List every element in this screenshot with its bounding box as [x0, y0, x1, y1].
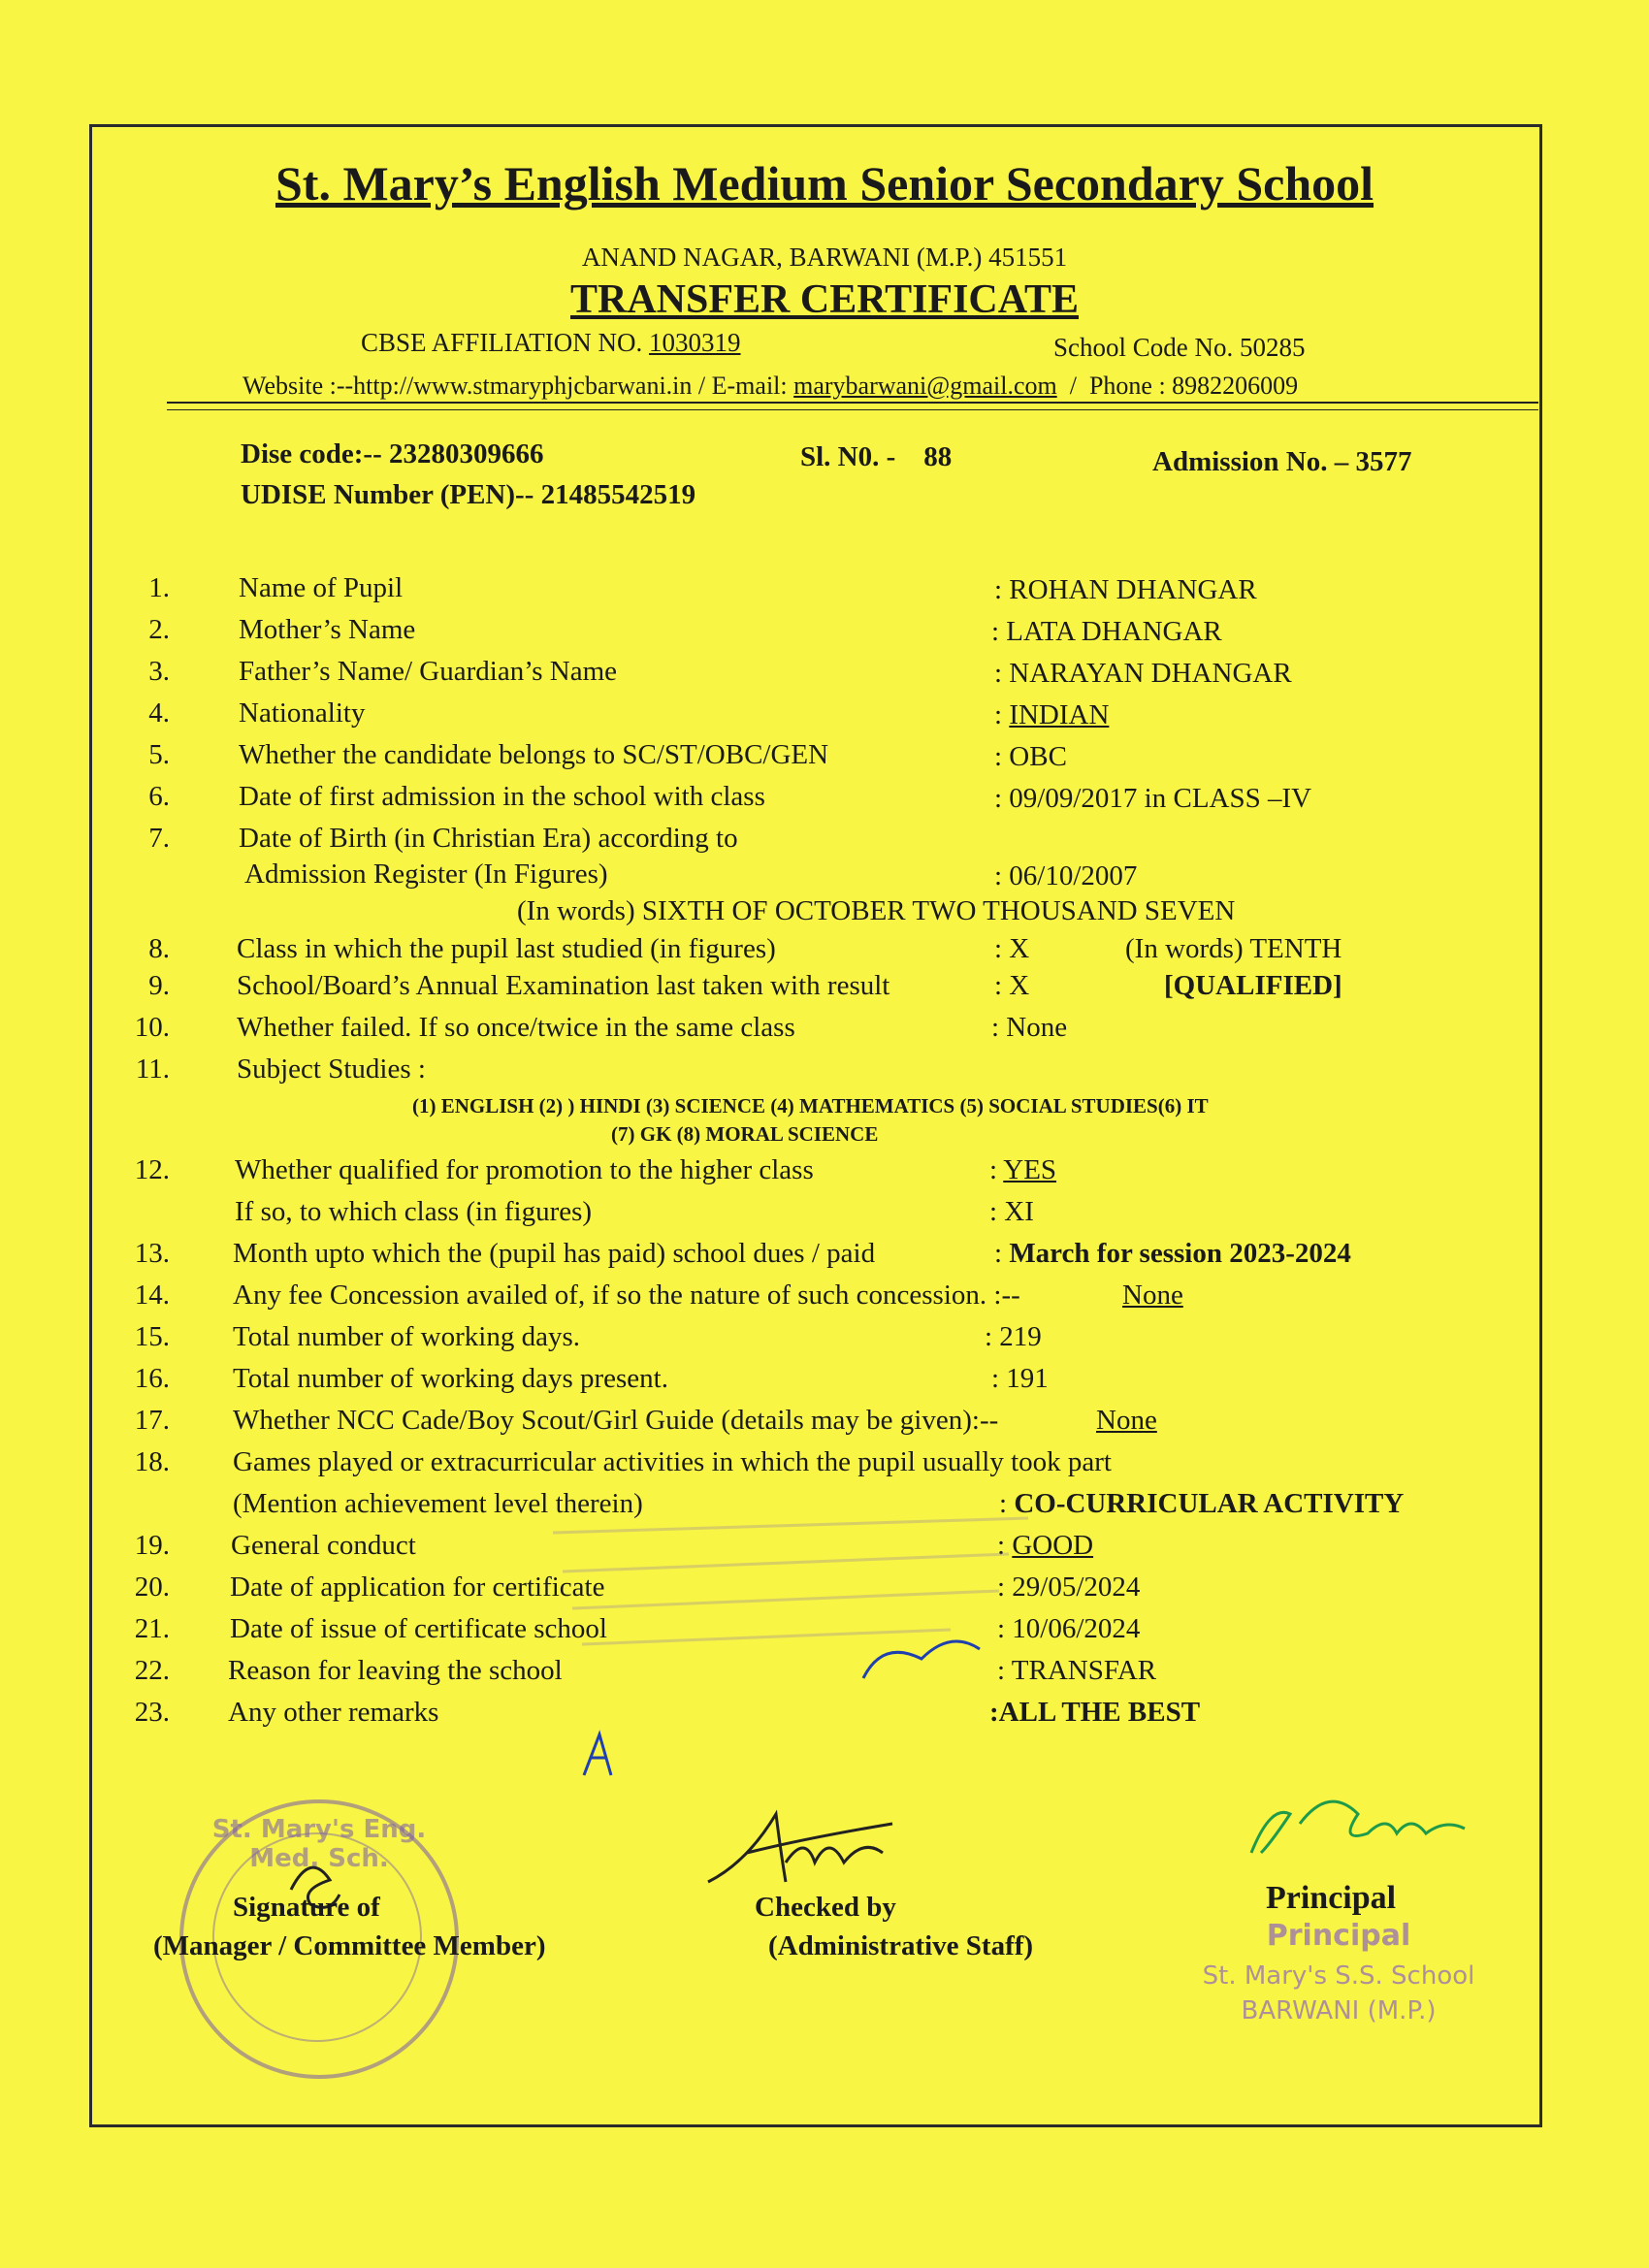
exam-result: [QUALIFIED]: [1164, 970, 1342, 1001]
initial-mark: [572, 1727, 630, 1785]
row-number: 13.: [134, 1238, 170, 1269]
admin-staff-label: (Administrative Staff): [768, 1930, 1034, 1961]
row-number: 6.: [148, 781, 170, 812]
affiliation: [361, 328, 741, 358]
conduct-text: GOOD: [1012, 1530, 1094, 1561]
row-label: Reason for leaving the school: [228, 1655, 563, 1686]
promotion-class-label: If so, to which class (in figures): [235, 1196, 593, 1227]
row-number: 11.: [135, 1053, 170, 1085]
exam-value: : X: [994, 970, 1030, 1001]
row-label: Father’s Name/ Guardian’s Name: [239, 656, 618, 687]
row-label: Month upto which the (pupil has paid) school dues / paid: [233, 1238, 876, 1269]
dob-in-words: (In words) SIXTH OF OCTOBER TWO THOUSAND SEVEN: [517, 895, 1236, 926]
concession-value: None: [1122, 1280, 1183, 1311]
days-present-value: : 191: [991, 1363, 1049, 1394]
row-number: 23.: [134, 1697, 170, 1728]
affiliation-number: 1030319: [649, 328, 741, 357]
row-label: Any other remarks: [228, 1697, 439, 1728]
row-label: Nationality: [239, 697, 366, 729]
promotion-text: YES: [1003, 1154, 1057, 1185]
manager-signature-label: Signature of: [233, 1892, 380, 1923]
row-number: 14.: [134, 1280, 170, 1311]
row-number: 7.: [148, 823, 170, 854]
row-label: School/Board’s Annual Examination last taken with result: [237, 970, 890, 1001]
row-number: 9.: [148, 970, 170, 1001]
serial-label: Sl. N0. -: [800, 441, 896, 472]
row-label: Whether the candidate belongs to SC/ST/OBC/GEN: [239, 739, 829, 770]
row-number: 1.: [148, 572, 170, 603]
serial-value: 88: [923, 441, 953, 472]
subjects-line-2: (7) GK (8) MORAL SCIENCE: [611, 1122, 879, 1146]
admission-number: [1152, 446, 1412, 478]
row-label: Name of Pupil: [239, 572, 404, 603]
row-label: Subject Studies :: [237, 1053, 426, 1085]
row-label: Games played or extracurricular activities in which the pupil usually took part: [233, 1446, 1112, 1477]
row-label: General conduct: [231, 1530, 416, 1561]
principal-label: Principal: [1266, 1880, 1397, 1916]
colon: :: [989, 1154, 998, 1185]
row-number: 17.: [134, 1405, 170, 1436]
working-days-value: : 219: [985, 1321, 1042, 1352]
row-label: Whether NCC Cade/Boy Scout/Girl Guide (details may be given):--: [233, 1405, 999, 1436]
colon: :: [994, 699, 1003, 730]
checked-by-label: Checked by: [755, 1892, 896, 1923]
row-label: Date of issue of certificate school: [230, 1613, 607, 1644]
admission-value: 3577: [1355, 446, 1412, 477]
row-label: Mother’s Name: [239, 614, 416, 645]
row-number: 2.: [148, 614, 170, 645]
activity-text: CO-CURRICULAR ACTIVITY: [1014, 1488, 1405, 1519]
row-number: 4.: [148, 697, 170, 729]
row-number: 5.: [148, 739, 170, 770]
header-rule: [167, 402, 1538, 404]
failed-value: : None: [991, 1012, 1068, 1043]
email-label: E-mail:: [711, 372, 788, 400]
row-number: 8.: [148, 933, 170, 964]
row-label: Date of Birth (in Christian Era) according to: [239, 823, 738, 854]
row-number: 10.: [134, 1012, 170, 1043]
dob-value: : 06/10/2007: [994, 860, 1138, 891]
dues-value: [994, 1238, 1351, 1270]
udise-number: [241, 479, 695, 511]
issue-date: : 10/06/2024: [997, 1613, 1141, 1644]
row-number: 18.: [134, 1446, 170, 1477]
affiliation-label: CBSE AFFILIATION NO.: [361, 328, 643, 357]
row-number: 12.: [134, 1154, 170, 1185]
phone-value: 8982206009: [1172, 372, 1299, 400]
dise-label: Dise code:--: [241, 438, 382, 470]
category-value: : OBC: [994, 741, 1067, 772]
row-number: 3.: [148, 656, 170, 687]
dob-register-label: Admission Register (In Figures): [244, 859, 608, 890]
dues-text: March for session 2023-2024: [1009, 1238, 1351, 1269]
father-name: : NARAYAN DHANGAR: [994, 658, 1292, 689]
row-label: Total number of working days present.: [233, 1363, 668, 1394]
row-label: Total number of working days.: [233, 1321, 580, 1352]
row-label: Class in which the pupil last studied (in figures): [237, 933, 776, 964]
row-label: Whether failed. If so once/twice in the same class: [237, 1012, 795, 1043]
remarks-value: :ALL THE BEST: [989, 1697, 1201, 1728]
last-class-words: (In words) TENTH: [1125, 933, 1342, 964]
website-label: Website :--: [242, 372, 354, 400]
first-admission-value: : 09/09/2017 in CLASS –IV: [994, 783, 1312, 814]
row-label: Date of application for certificate: [230, 1571, 605, 1603]
activity-label: (Mention achievement level therein): [233, 1488, 643, 1519]
school-code: [1053, 333, 1306, 363]
promotion-class-value: : XI: [989, 1196, 1034, 1227]
school-seal-text: St. Mary's Eng. Med. Sch.: [211, 1815, 427, 1873]
row-number: 21.: [134, 1613, 170, 1644]
principal-stamp-city: BARWANI (M.P.): [1241, 1996, 1437, 2025]
email-link[interactable]: marybarwani@gmail.com: [793, 372, 1057, 400]
colon: :: [999, 1488, 1008, 1519]
colon: :: [994, 1238, 1003, 1269]
dise-code: [241, 438, 544, 470]
promotion-value: [989, 1154, 1056, 1186]
row-label: Whether qualified for promotion to the higher class: [235, 1154, 814, 1185]
nationality-value: [994, 699, 1109, 731]
manager-committee-label: (Manager / Committee Member): [153, 1930, 546, 1961]
udise-value: 21485542519: [540, 479, 696, 510]
row-number: 15.: [134, 1321, 170, 1352]
school-code-value: 50285: [1240, 333, 1306, 362]
principal-stamp-school: St. Mary's S.S. School: [1202, 1961, 1475, 1991]
udise-label: UDISE Number (PEN)--: [241, 479, 534, 510]
leaving-reason: : TRANSFAR: [997, 1655, 1157, 1686]
application-date: : 29/05/2024: [997, 1571, 1141, 1603]
serial-number: [800, 441, 952, 473]
ncc-value: None: [1096, 1405, 1157, 1436]
website-link[interactable]: http://www.stmaryphjcbarwani.in: [353, 372, 693, 400]
last-class-value: : X: [994, 933, 1030, 964]
subjects-line-1: (1) ENGLISH (2) ) HINDI (3) SCIENCE (4) MATHEMATICS (5) SOCIAL STUDIES(6) IT: [412, 1094, 1209, 1118]
colon: :: [997, 1530, 1006, 1561]
activity-value: [999, 1488, 1404, 1520]
admission-label: Admission No. –: [1152, 446, 1349, 477]
row-number: 16.: [134, 1363, 170, 1394]
nationality-text: INDIAN: [1009, 699, 1110, 730]
school-address: ANAND NAGAR, BARWANI (M.P.) 451551: [581, 243, 1068, 272]
row-number: 19.: [134, 1530, 170, 1561]
contact-line: Website :--http://www.stmaryphjcbarwani.in / E-mail: marybarwani@gmail.com / Phone : 8982206009: [242, 372, 1299, 400]
row-label: Date of first admission in the school with class: [239, 781, 765, 812]
school-name: St. Mary’s English Medium Senior Secondary School: [275, 156, 1374, 211]
row-number: 20.: [134, 1571, 170, 1603]
phone-label: Phone :: [1088, 372, 1166, 400]
principal-signature: [1232, 1785, 1484, 1872]
certificate-title: TRANSFER CERTIFICATE: [570, 277, 1079, 322]
faint-stamp-mark: [543, 1494, 1048, 1688]
header-rule-thin: [167, 409, 1538, 410]
row-label: Any fee Concession availed of, if so the nature of such concession. :--: [233, 1280, 1020, 1311]
dise-value: 23280309666: [389, 438, 544, 470]
principal-stamp-title: Principal: [1266, 1919, 1411, 1953]
row-number: 22.: [134, 1655, 170, 1686]
mother-name: : LATA DHANGAR: [991, 616, 1222, 647]
pupil-name: : ROHAN DHANGAR: [994, 574, 1257, 605]
school-code-label: School Code No.: [1053, 333, 1234, 362]
